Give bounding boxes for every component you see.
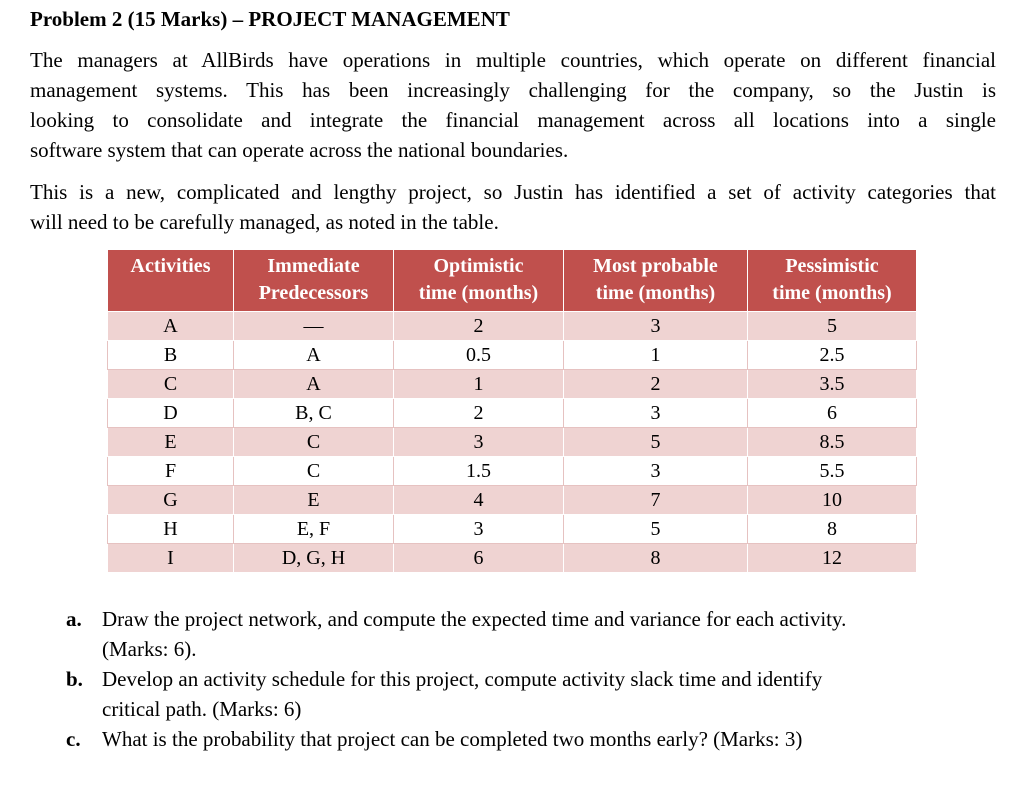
table-cell: E, F bbox=[234, 515, 394, 544]
question-b bbox=[30, 664, 996, 724]
table-cell: B, C bbox=[234, 399, 394, 428]
table-cell: 3 bbox=[564, 399, 748, 428]
table-cell: 1.5 bbox=[394, 457, 564, 486]
column-header-line: Most probable bbox=[593, 255, 718, 277]
table-cell: 1 bbox=[394, 370, 564, 399]
column-header-line: Activities bbox=[130, 255, 211, 277]
question-line: (Marks: 6). bbox=[102, 637, 197, 661]
context-paragraph bbox=[30, 177, 996, 237]
table-row bbox=[108, 399, 917, 428]
column-header-line: Predecessors bbox=[258, 282, 369, 304]
table-cell: 3 bbox=[564, 312, 748, 341]
table-cell: 0.5 bbox=[394, 341, 564, 370]
intro-line: management systems. This has been increasingly challenging for the company, so the Justin is bbox=[30, 78, 996, 102]
question-marker: a. bbox=[66, 607, 82, 631]
activity-table bbox=[107, 250, 917, 573]
table-cell: D bbox=[108, 399, 234, 428]
table-cell: 5 bbox=[564, 428, 748, 457]
table-cell: 3 bbox=[394, 515, 564, 544]
table-cell: C bbox=[108, 370, 234, 399]
table-cell: 7 bbox=[564, 486, 748, 515]
table-cell: 5 bbox=[564, 515, 748, 544]
header-row bbox=[108, 250, 917, 312]
table-cell: I bbox=[108, 544, 234, 573]
table-cell: 5.5 bbox=[748, 457, 917, 486]
table-row bbox=[108, 312, 917, 341]
table-cell: B bbox=[108, 341, 234, 370]
table-cell: A bbox=[234, 341, 394, 370]
column-header bbox=[748, 250, 917, 312]
table-cell: 2.5 bbox=[748, 341, 917, 370]
table-row bbox=[108, 457, 917, 486]
question-text bbox=[102, 604, 996, 664]
column-header bbox=[564, 250, 748, 312]
column-header bbox=[234, 250, 394, 312]
question-c bbox=[30, 724, 996, 754]
table-cell: 2 bbox=[394, 399, 564, 428]
context-line: will need to be carefully managed, as noted in the table. bbox=[30, 210, 499, 234]
table-cell: 5 bbox=[748, 312, 917, 341]
table-cell: A bbox=[234, 370, 394, 399]
table-cell: 10 bbox=[748, 486, 917, 515]
column-header-line: time (months) bbox=[418, 282, 539, 304]
question-text bbox=[102, 724, 996, 754]
question-line: critical path. (Marks: 6) bbox=[102, 697, 302, 721]
table-cell: A bbox=[108, 312, 234, 341]
column-header bbox=[394, 250, 564, 312]
question-marker: b. bbox=[66, 667, 83, 691]
column-header bbox=[108, 250, 234, 312]
table-cell: 3 bbox=[564, 457, 748, 486]
table-cell: 1 bbox=[564, 341, 748, 370]
table-header bbox=[108, 250, 917, 312]
table-cell: 8.5 bbox=[748, 428, 917, 457]
table-cell: 6 bbox=[394, 544, 564, 573]
column-header-line: time (months) bbox=[595, 282, 716, 304]
table-row bbox=[108, 428, 917, 457]
column-header-line: Pessimistic bbox=[785, 255, 879, 277]
problem-heading: Problem 2 (15 Marks) – PROJECT MANAGEMENT bbox=[30, 7, 510, 31]
table-cell: — bbox=[234, 312, 394, 341]
table-cell: 6 bbox=[748, 399, 917, 428]
table-cell: G bbox=[108, 486, 234, 515]
context-line: This is a new, complicated and lengthy project, so Justin has identified a set of activity categories that bbox=[30, 180, 996, 204]
table-row bbox=[108, 341, 917, 370]
table-cell: 3 bbox=[394, 428, 564, 457]
intro-line: looking to consolidate and integrate the financial management across all locations into a single bbox=[30, 108, 996, 132]
table-cell: 8 bbox=[564, 544, 748, 573]
question-line: Develop an activity schedule for this project, compute activity slack time and identify bbox=[102, 667, 823, 691]
question-a bbox=[30, 604, 996, 664]
column-header-line: Optimistic bbox=[433, 255, 524, 277]
table-cell: D, G, H bbox=[234, 544, 394, 573]
column-header-line: Immediate bbox=[267, 255, 360, 277]
question-text bbox=[102, 664, 996, 724]
table-row bbox=[108, 486, 917, 515]
column-header-line: time (months) bbox=[772, 282, 892, 304]
table-cell: 3.5 bbox=[748, 370, 917, 399]
table-cell: E bbox=[108, 428, 234, 457]
table-cell: E bbox=[234, 486, 394, 515]
table-row bbox=[108, 544, 917, 573]
table-cell: 4 bbox=[394, 486, 564, 515]
table-cell: 8 bbox=[748, 515, 917, 544]
table-row bbox=[108, 370, 917, 399]
intro-line: The managers at AllBirds have operations in multiple countries, which operate on different financial bbox=[30, 48, 996, 72]
table-cell: 2 bbox=[564, 370, 748, 399]
table-row bbox=[108, 515, 917, 544]
table-cell: 2 bbox=[394, 312, 564, 341]
question-marker: c. bbox=[66, 727, 81, 751]
question-line: What is the probability that project can be completed two months early? (Marks: 3) bbox=[102, 727, 803, 751]
table-cell: C bbox=[234, 457, 394, 486]
intro-paragraph bbox=[30, 45, 996, 165]
table-cell: C bbox=[234, 428, 394, 457]
questions-list bbox=[30, 604, 996, 754]
table-body bbox=[108, 312, 917, 573]
table-cell: H bbox=[108, 515, 234, 544]
table-cell: F bbox=[108, 457, 234, 486]
question-line: Draw the project network, and compute the expected time and variance for each activity. bbox=[102, 607, 847, 631]
table-cell: 12 bbox=[748, 544, 917, 573]
intro-line: software system that can operate across the national boundaries. bbox=[30, 138, 569, 162]
